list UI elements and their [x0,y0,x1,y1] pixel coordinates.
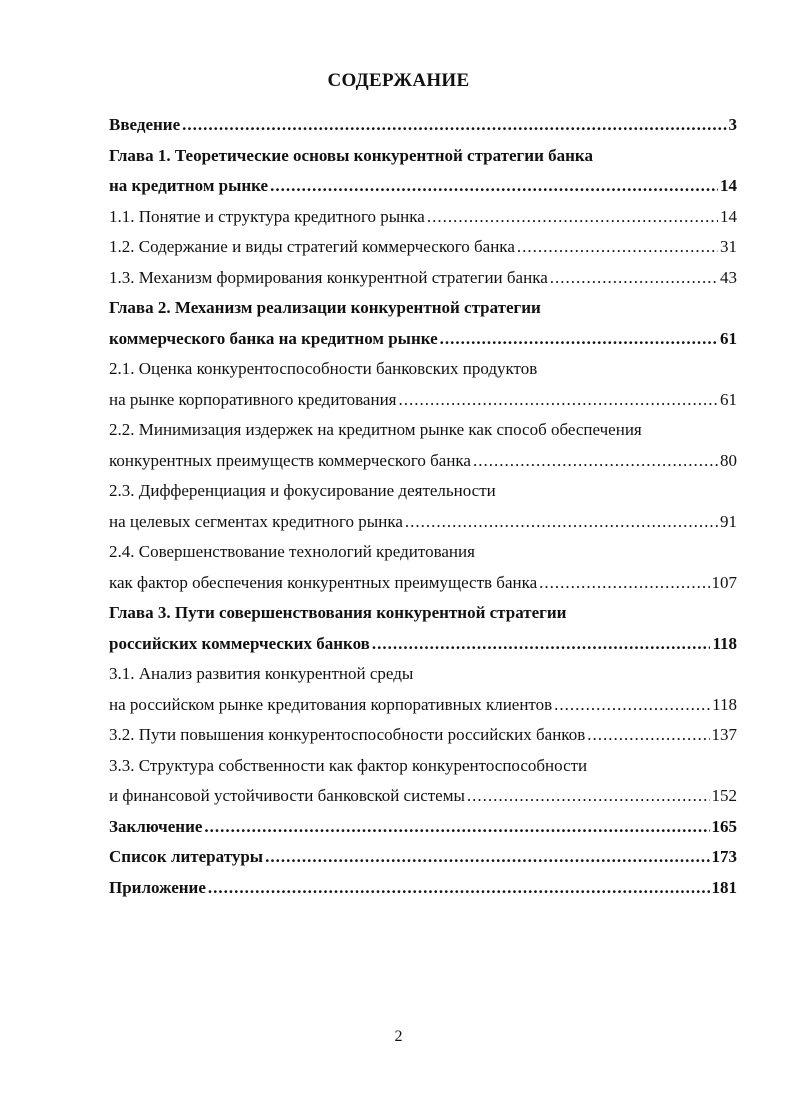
toc-entry-title: 2.3. Дифференциация и фокусирование деятельности [109,481,496,500]
toc-entry [109,598,737,629]
toc-entry-page: 165 [711,816,737,836]
toc-entry-page: 118 [712,694,737,714]
toc-entry [109,873,737,904]
toc-entry [109,537,737,568]
toc-dot-leader [204,812,709,843]
toc-entry-title: Глава 1. Теоретические основы конкурентной стратегии банка [109,145,593,165]
toc-entry-page: 91 [720,511,737,531]
toc-entry-title: 1.3. Механизм формирования конкурентной стратегии банка [109,267,548,287]
toc-entry-page: 137 [711,725,737,744]
toc-entry [109,751,737,782]
toc-entry [109,263,737,294]
toc-entry [109,568,737,599]
toc-dot-leader [372,629,711,660]
toc-entry [109,842,737,873]
toc-entry [109,476,737,507]
toc-entry-page: 80 [720,450,737,470]
toc-entry-page: 173 [711,847,737,866]
toc-dot-leader [265,842,709,873]
toc-entry [109,385,737,416]
toc-entry-page: 31 [720,237,737,256]
toc-entry-title: и финансовой устойчивости банковской системы [109,786,465,805]
toc-entry-page: 14 [720,206,737,226]
toc-entry [109,354,737,385]
toc-entry [109,171,737,202]
toc-entry-title: 3.3. Структура собственности как фактор конкурентоспособности [109,755,588,775]
toc-dot-leader [427,202,718,233]
toc-entry-page: 14 [720,176,737,195]
toc-entry [109,446,737,477]
toc-dot-leader [517,232,718,263]
toc-entry-title: конкурентных преимуществ коммерческого банка [109,450,471,470]
toc-entry-title: 2.1. Оценка конкурентоспособности банковских продуктов [109,359,538,378]
toc-entry-title: Список литературы [109,847,264,866]
toc-entry [109,232,737,263]
toc-entry [109,415,737,446]
toc-entry-title: на целевых сегментах кредитного рынка [109,511,403,531]
toc-entry-title: на кредитном рынке [109,176,269,195]
toc-entry [109,690,737,721]
toc-dot-leader [473,446,718,477]
toc-entry [109,720,737,751]
toc-dot-leader [539,568,709,599]
toc-dot-leader [270,171,718,202]
toc-entry [109,659,737,690]
toc-entry-title: Глава 2. Механизм реализации конкурентной стратегии [109,298,541,317]
toc-entry-title: 3.2. Пути повышения конкурентоспособности российских банков [109,725,586,744]
toc-entry-title: Введение [109,115,181,134]
toc-entry-page: 118 [712,633,737,653]
toc-entry-page: 107 [711,572,737,592]
toc-entry [109,110,737,141]
toc-entry [109,507,737,538]
toc-entry-title: на рынке корпоративного кредитования [109,389,397,409]
toc-entry-page: 61 [720,328,737,348]
toc-dot-leader [405,507,718,538]
toc-entry-page: 152 [711,786,737,805]
toc-dot-leader [182,110,726,141]
toc-entry [109,629,737,660]
toc-entry-title: 2.4. Совершенствование технологий кредитования [109,542,475,561]
toc-dot-leader [554,690,710,721]
toc-dot-leader [550,263,718,294]
toc-entry-page: 43 [720,267,737,287]
toc-entry-title: 3.1. Анализ развития конкурентной среды [109,664,414,683]
toc-entry-title: Заключение [109,816,203,836]
toc-entry-page: 181 [711,877,737,897]
toc-entry-title: российских коммерческих банков [109,633,370,653]
toc-entry [109,293,737,324]
toc-entry-title: на российском рынке кредитования корпоративных клиентов [109,694,553,714]
toc-entry-title: коммерческого банка на кредитном рынке [109,328,438,348]
toc-dot-leader [440,324,718,355]
toc-entry-title: Глава 3. Пути совершенствования конкурентной стратегии [109,603,567,622]
toc-entry [109,812,737,843]
toc-entry [109,202,737,233]
toc-entry-title: 1.1. Понятие и структура кредитного рынка [109,206,425,226]
toc-entry-page: 61 [720,389,737,409]
toc-entry [109,141,737,172]
toc-dot-leader [587,720,709,751]
toc-entry-title: 1.2. Содержание и виды стратегий коммерческого банка [109,237,515,256]
toc-dot-leader [467,781,710,812]
toc-entry [109,324,737,355]
toc-entry-page: 3 [728,115,737,134]
page-number: 2 [394,1028,403,1045]
toc-entry [109,781,737,812]
toc-entry-title: Приложение [109,877,206,897]
toc-entry-title: как фактор обеспечения конкурентных преимуществ банка [109,572,538,592]
toc-entry-title: 2.2. Минимизация издержек на кредитном рынке как способ обеспечения [109,420,642,439]
toc-dot-leader [208,873,710,904]
document-title: СОДЕРЖАНИЕ [327,70,470,91]
toc-dot-leader [399,385,719,416]
table-of-contents [109,110,737,903]
